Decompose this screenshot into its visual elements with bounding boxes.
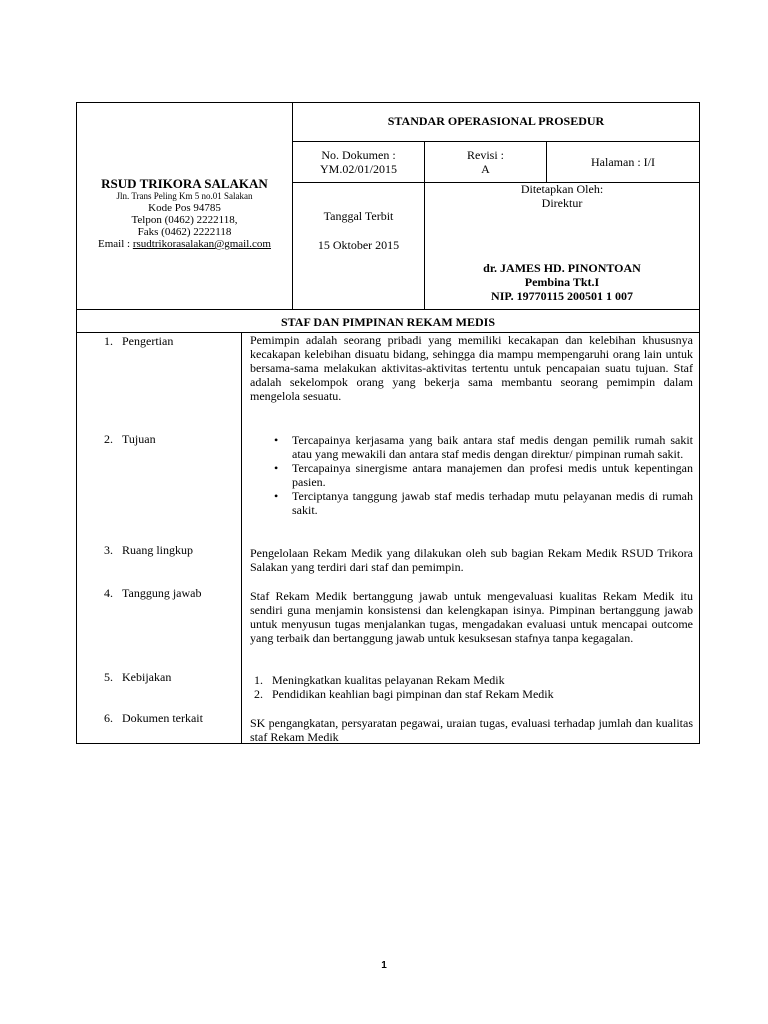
section-label-kebijakan bbox=[104, 670, 171, 684]
signer-nip: NIP. 19770115 200501 1 007 bbox=[491, 289, 633, 303]
revision-label: Revisi : bbox=[466, 148, 504, 162]
section-label: Kebijakan bbox=[122, 670, 172, 684]
list-item bbox=[250, 673, 693, 687]
section-label: Tujuan bbox=[122, 432, 156, 446]
section-number: 2. bbox=[104, 432, 113, 446]
list-item: • Tercapainya kerjasama yang baik antara staf medis dengan pemilik rumah sakit atau yang mewakili dan antara staf medis dengan direktur/ pimpinan rumah sakit. bbox=[270, 433, 693, 461]
tujuan-bullets bbox=[250, 433, 693, 517]
section-label: Pengertian bbox=[122, 334, 174, 348]
section-label: Dokumen terkait bbox=[122, 711, 203, 725]
table-border-right bbox=[699, 102, 700, 744]
section-number: 1. bbox=[104, 334, 113, 348]
document-title: STAF DAN PIMPINAN REKAM MEDIS bbox=[281, 315, 495, 329]
issue-date-value: 15 Oktober 2015 bbox=[317, 238, 400, 252]
hospital-fax: Faks (0462) 2222118 bbox=[137, 226, 232, 238]
header-line-bottom bbox=[76, 309, 700, 310]
email-label: Email : bbox=[98, 238, 131, 250]
hospital-email: rsudtrikorasalakan@gmail.com bbox=[132, 238, 271, 250]
table-border-top bbox=[76, 102, 700, 103]
kebijakan-items bbox=[250, 673, 693, 701]
list-item bbox=[250, 687, 693, 701]
kebijakan-list bbox=[250, 673, 693, 701]
list-item: • Terciptanya tanggung jawab staf medis terhadap mutu pelayanan medis di rumah sakit. bbox=[270, 489, 693, 517]
doc-number-cell bbox=[293, 148, 424, 176]
list-item: • Tercapainya sinergisme antara manajemen dan profesi medis untuk kepentingan pasien. bbox=[270, 461, 693, 489]
list-text: Pendidikan keahlian bagi pimpinan dan staf Rekam Medik bbox=[272, 687, 554, 701]
section-number: 3. bbox=[104, 543, 113, 557]
header-divider-logo bbox=[292, 102, 293, 309]
tujuan-list bbox=[250, 433, 693, 517]
dokumen-terkait-text: SK pengangkatan, persyaratan pegawai, uraian tugas, evaluasi terhadap jumlah dan kualitas staf Rekam Medik bbox=[250, 716, 693, 744]
doc-number-label: No. Dokumen : bbox=[321, 148, 396, 162]
section-number: 6. bbox=[104, 711, 113, 725]
list-number: 2. bbox=[254, 687, 263, 701]
established-by-label: Ditetapkan Oleh: bbox=[520, 182, 604, 196]
hospital-name: RSUD TRIKORA SALAKAN bbox=[101, 176, 268, 191]
section-label-tanggung-jawab bbox=[104, 586, 201, 600]
section-label-dokumen-terkait bbox=[104, 711, 203, 725]
doc-number-value: YM.02/01/2015 bbox=[319, 162, 397, 176]
hospital-email-line bbox=[77, 238, 292, 250]
hospital-phone: Telpon (0462) 2222118, bbox=[131, 214, 238, 226]
section-label-ruang-lingkup bbox=[104, 543, 193, 557]
pengertian-text: Pemimpin adalah seorang pribadi yang memiliki kecakapan dan kelebihan khususnya kecakapan kelebihan disuatu bidang, sehingga dia mampu mempengaruhi orang lain untuk bersama-sama melakukan aktivitas-aktivitas tertentu untuk pencapaian suatu tujuan. Staf adalah sekelompok orang yang bekerja sama membantu seorang pemimpin dalam mengelola sesuatu. bbox=[250, 333, 693, 403]
section-number: 4. bbox=[104, 586, 113, 600]
section-label: Tanggung jawab bbox=[122, 586, 202, 600]
signer-rank: Pembina Tkt.I bbox=[524, 275, 600, 289]
ruang-lingkup-text: Pengelolaan Rekam Medik yang dilakukan oleh sub bagian Rekam Medik RSUD Trikora Salakan yang terdiri dari staf dan pemimpin. bbox=[250, 546, 693, 574]
doc-type-title: STANDAR OPERASIONAL PROSEDUR bbox=[387, 114, 605, 128]
established-by-role: Direktur bbox=[541, 196, 583, 210]
section-number: 5. bbox=[104, 670, 113, 684]
issue-date-label: Tanggal Terbit bbox=[323, 209, 394, 223]
revision-value: A bbox=[481, 162, 490, 176]
section-label-pengertian bbox=[104, 334, 173, 348]
list-number: 1. bbox=[254, 673, 263, 687]
body-divider bbox=[241, 332, 242, 744]
section-label: Ruang lingkup bbox=[122, 543, 193, 557]
established-by-cell bbox=[425, 182, 699, 303]
signer-name: dr. JAMES HD. PINONTOAN bbox=[483, 261, 641, 275]
hospital-address: Jln. Trans Peling Km 5 no.01 Salakan bbox=[116, 191, 253, 201]
hospital-postcode: Kode Pos 94785 bbox=[148, 202, 221, 214]
section-label-tujuan bbox=[104, 432, 156, 446]
revision-cell bbox=[425, 148, 546, 176]
list-text: Meningkatkan kualitas pelayanan Rekam Medik bbox=[272, 673, 505, 687]
header-line-1 bbox=[292, 141, 700, 142]
page-number: 1 bbox=[381, 960, 387, 971]
hospital-info bbox=[77, 176, 292, 250]
issue-date-cell bbox=[293, 209, 424, 252]
page-label: Halaman : I/I bbox=[591, 155, 655, 169]
tanggung-jawab-text: Staf Rekam Medik bertanggung jawab untuk mengevaluasi kualitas Rekam Medik itu sendiri guna menjamin konsistensi dan kelengkapan isinya. Pimpinan bertanggung jawab untuk menyusun tugas menjalankan tugas, mengadakan evaluasi untuk mencapai outcome yang terbaik dan bertanggung jawab untuk kesuksesan stafnya tanpa kegagalan. bbox=[250, 589, 693, 645]
